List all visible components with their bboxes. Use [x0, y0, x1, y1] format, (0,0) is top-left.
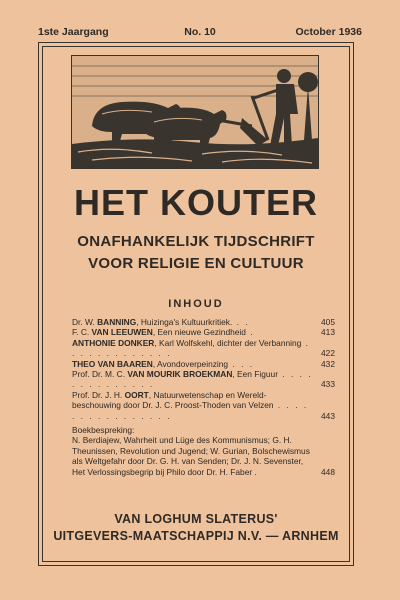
toc-page-number: 405 — [321, 317, 335, 327]
issue-header — [38, 26, 362, 40]
toc-page-number: 422 — [321, 348, 335, 359]
woodcut-illustration — [71, 55, 319, 169]
ploughing-scene-icon — [72, 56, 318, 168]
publisher-line-2: UITGEVERS-MAATSCHAPPIJ N.V. — ARNHEM — [53, 529, 339, 543]
toc-entry: ANTHONIE DONKER, Karl Wolfskehl, dichter der Verbanning . . . . . . . . . . . . . 422 — [72, 337, 335, 359]
cover-frame — [38, 42, 354, 566]
issue-date: October 1936 — [295, 26, 362, 38]
toc-entry: THEO VAN BAAREN, Avondoverpeinzing . . . 432 — [72, 358, 335, 369]
toc-entry: Prof. Dr. J. H. OORT, Natuurwetenschap en Wereld-beschouwing door Dr. J. C. Proost-Thoden van Velzen . . . . . . . . . . . . . . . . 443 — [72, 389, 335, 421]
toc-page-number: 432 — [321, 358, 335, 369]
toc-page-number: 433 — [321, 379, 335, 390]
table-of-contents — [72, 317, 335, 477]
magazine-title: HET KOUTER — [74, 182, 318, 223]
subtitle-line-2: VOOR RELIGIE EN CULTUUR — [88, 255, 304, 272]
reviews-entry: N. Berdiajew, Wahrheit und Lüge des Kommunismus; G. H. Theunissen, Revolution und Jugend; W. Gurian, Bolschewismus als Weltgefahr door Dr. G. H. van Senden; Dr. J. N. Sevenster, Het Verlossingsbegrip bij Philo door Dr. H. Faber . 448 — [72, 435, 335, 477]
toc-entry: F. C. VAN LEEUWEN, Een nieuwe Gezindheid . 413 — [72, 327, 335, 338]
volume-label: 1ste Jaargang — [38, 26, 109, 38]
publisher-line-1: VAN LOGHUM SLATERUS' — [114, 512, 278, 526]
reviews-page-number: 448 — [321, 466, 335, 477]
toc-entry: Dr. W. BANNING, Huizinga's Kultuurkritiek. . . 405 — [72, 317, 335, 327]
toc-page-number: 443 — [321, 410, 335, 421]
toc-entry: Prof. Dr. M. C. VAN MOURIK BROEKMAN, Een Figuur . . . . . . . . . . . . . . 433 — [72, 369, 335, 390]
contents-heading: INHOUD — [168, 298, 224, 310]
subtitle-line-1: ONAFHANKELIJK TIJDSCHRIFT — [77, 233, 315, 250]
issue-number: No. 10 — [184, 26, 216, 38]
toc-page-number: 413 — [321, 327, 335, 338]
reviews-heading: Boekbespreking: — [72, 425, 135, 436]
